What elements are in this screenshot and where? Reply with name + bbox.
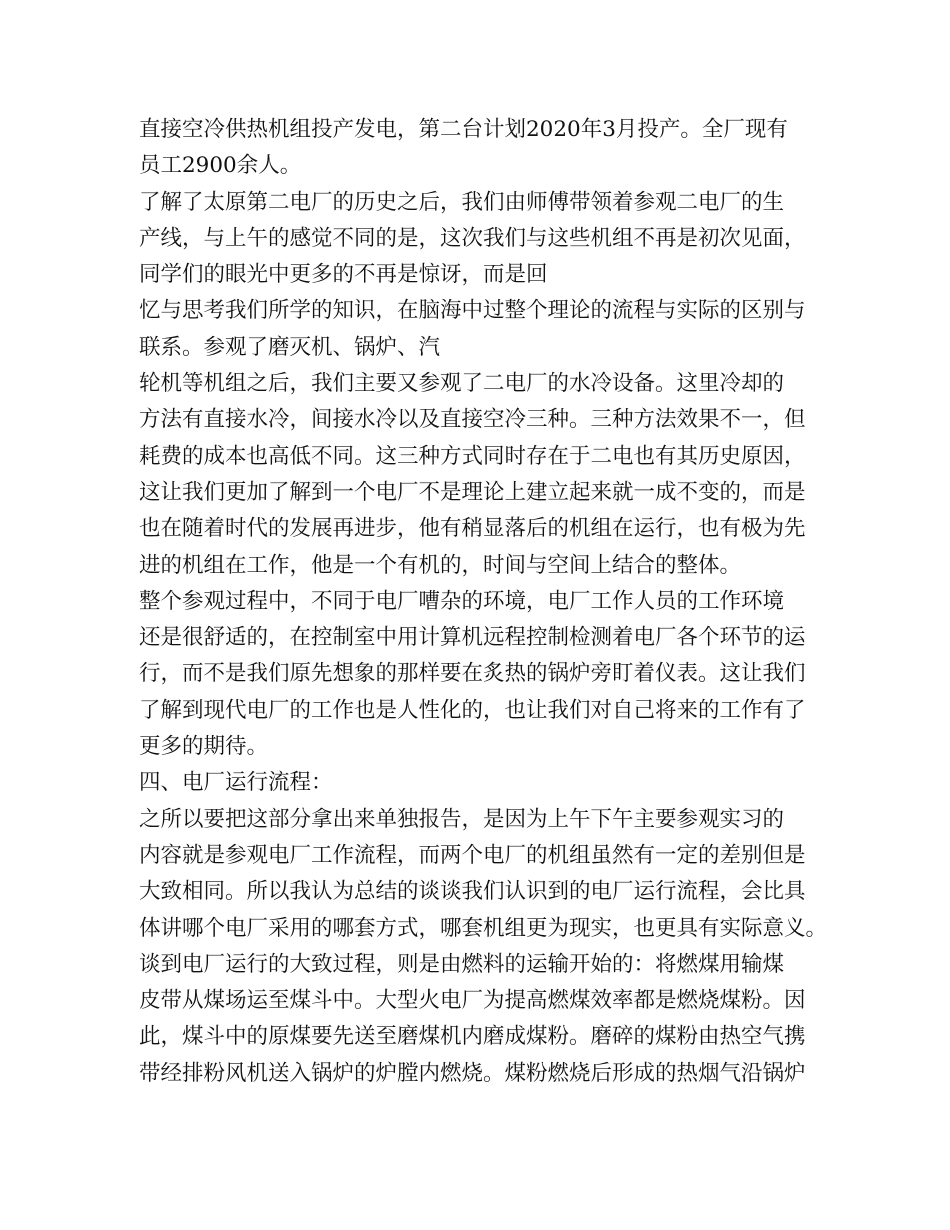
section-heading: 四、电厂运行流程：: [139, 770, 333, 796]
body-text: [139, 112, 829, 1092]
text-line-21: 内容就是参观电厂工作流程，而两个电厂的机组虽然有一定的差别但是: [139, 842, 806, 868]
text-line-3: 了解了太原第二电厂的历史之后，我们由师傅带领着参观二电厂的生: [139, 189, 785, 215]
text-line-18: 更多的期待。: [139, 734, 269, 760]
text-line-16: 行，而不是我们原先想象的那样要在炙热的锅炉旁盯着仪表。这让我们: [139, 661, 806, 687]
text-line-9: 方法有直接水冷，间接水冷以及直接空冷三种。三种方法效果不一，但: [139, 407, 806, 433]
text-line-11: 这让我们更加了解到一个电厂不是理论上建立起来就一成不变的，而是: [139, 479, 806, 505]
text-line-20: 之所以要把这部分拿出来单独报告，是因为上午下午主要参观实习的: [139, 806, 785, 832]
text-line-14: 整个参观过程中，不同于电厂嘈杂的环境，电厂工作人员的工作环境: [139, 588, 785, 614]
text-line-26: 此，煤斗中的原煤要先送至磨煤机内磨成煤粉。磨碎的煤粉由热空气携: [139, 1024, 806, 1050]
text-line-7: 联系。参观了磨灭机、锅炉、汽: [139, 334, 441, 360]
text-line-10: 耗费的成本也高低不同。这三种方式同时存在于二电也有其历史原因，: [139, 443, 806, 469]
text-line-1: 直接空冷供热机组投产发电，第二台计划2020年3月投产。全厂现有: [139, 117, 788, 142]
text-line-6: 忆与思考我们所学的知识，在脑海中过整个理论的流程与实际的区别与: [139, 298, 806, 324]
text-line-2: 员工2900余人。: [139, 153, 302, 179]
text-line-24: 谈到电厂运行的大致过程，则是由燃料的运输开始的：将燃煤用输煤: [139, 951, 785, 977]
text-line-15: 还是很舒适的，在控制室中用计算机远程控制检测着电厂各个环节的运: [139, 625, 806, 651]
text-line-13: 进的机组在工作，他是一个有机的，时间与空间上结合的整体。: [139, 552, 742, 578]
text-line-5: 同学们的眼光中更多的不再是惊讶，而是回: [139, 262, 548, 288]
text-line-17: 了解到现代电厂的工作也是人性化的，也让我们对自己将来的工作有了: [139, 697, 806, 723]
text-line-12: 也在随着时代的发展再进步，他有稍显落后的机组在运行，也有极为先: [139, 516, 806, 542]
text-line-23: 体讲哪个电厂采用的哪套方式，哪套机组更为现实，也更具有实际意义。: [139, 915, 828, 941]
text-line-22: 大致相同。所以我认为总结的谈谈我们认识到的电厂运行流程，会比具: [139, 879, 806, 905]
text-line-25: 皮带从煤场运至煤斗中。大型火电厂为提高燃煤效率都是燃烧煤粉。因: [139, 988, 806, 1014]
text-line-8: 轮机等机组之后，我们主要又参观了二电厂的水冷设备。这里冷却的: [139, 371, 785, 397]
text-line-27: 带经排粉风机送入锅炉的炉膛内燃烧。煤粉燃烧后形成的热烟气沿锅炉: [139, 1060, 806, 1086]
text-line-4: 产线，与上午的感觉不同的是，这次我们与这些机组不再是初次见面，: [139, 225, 806, 251]
